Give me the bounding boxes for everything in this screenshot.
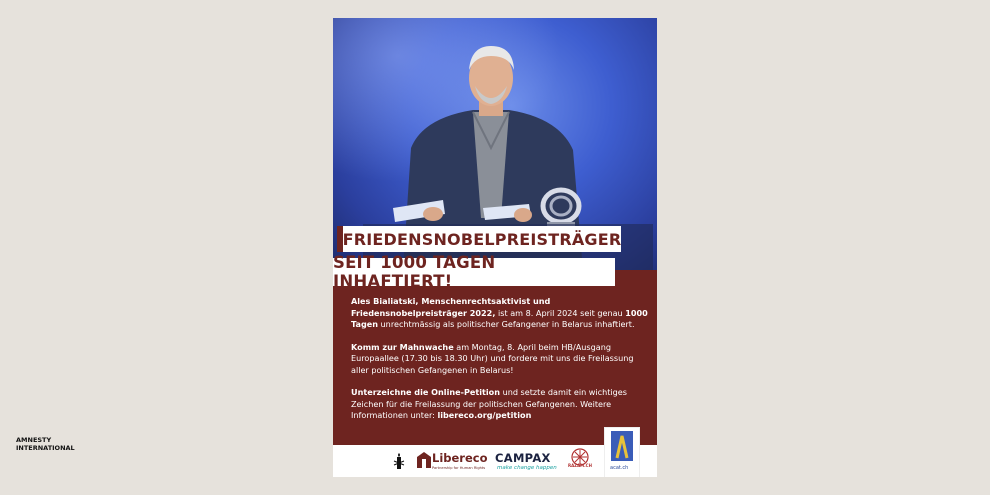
razam-emblem-icon xyxy=(567,446,593,472)
paragraph-1-text-b: unrechtmässig als politischer Gefangener in Belarus inhaftiert. xyxy=(377,319,635,329)
paragraph-2-bold-lead: Komm zur Mahnwache xyxy=(351,341,454,352)
libereco-logo: Libereco xyxy=(432,451,488,465)
paragraph-1-bold-days: 1000 Tagen xyxy=(351,307,648,329)
body-text xyxy=(351,296,651,433)
libereco-tagline: Partnership for Human Rights xyxy=(432,466,486,470)
poster xyxy=(333,18,657,477)
libereco-icon xyxy=(417,452,431,468)
paragraph-2-text: am Montag, 8. April beim HB/Ausgang Europaallee (17.30 bis 18.30 Uhr) und fordere mit uns die Freilassung aller politischen Gefangenen in Belarus! xyxy=(351,341,634,375)
paragraph-2 xyxy=(351,342,651,377)
acat-logo: acat.ch xyxy=(610,465,629,471)
razam-logo: RAZAM.CH xyxy=(568,463,592,468)
amnesty-logo: AMNESTY INTERNATIONAL xyxy=(16,436,75,452)
candle-icon xyxy=(393,452,405,470)
paragraph-3 xyxy=(351,387,651,422)
headline-line-2: SEIT 1000 TAGEN INHAFTIERT! xyxy=(333,258,615,286)
campax-logo: CAMPAX xyxy=(495,451,551,465)
acat-figure-icon xyxy=(605,428,639,464)
headline-line-1: FRIEDENSNOBELPREISTRÄGER xyxy=(337,226,621,252)
paragraph-1-text-a: ist am 8. April 2024 seit genau xyxy=(495,307,626,318)
campax-tagline: make change happen xyxy=(497,465,557,471)
paragraph-1 xyxy=(351,296,651,331)
paragraph-3-bold-lead: Unterzeichne die Online-Petition xyxy=(351,387,500,397)
paragraph-3-text: und setzte damit ein wichtiges Zeichen für die Freilassung der politischen Gefangenen. Weitere Informationen unter: xyxy=(351,387,627,420)
petition-link[interactable]: libereco.org/petition xyxy=(437,410,532,420)
paragraph-1-bold-lead: Ales Bialiatski, Menschenrechtsaktivist und Friedensnobelpreisträger 2022, xyxy=(351,296,551,318)
